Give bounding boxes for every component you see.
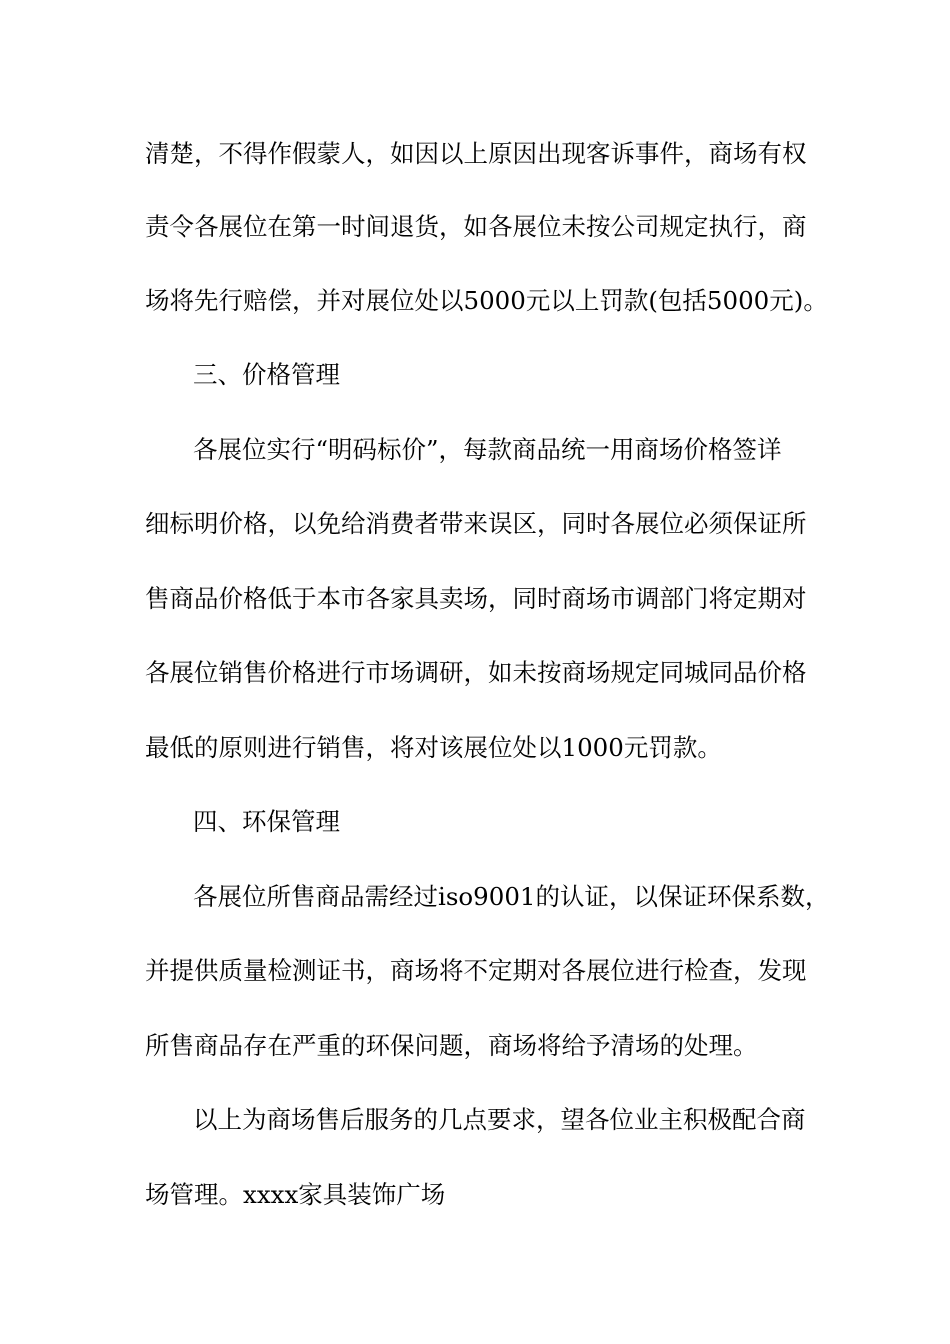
- section-heading-environment: 四、环保管理: [193, 807, 340, 836]
- paragraph-line: 所售商品存在严重的环保问题，商场将给予清场的处理。: [145, 1031, 758, 1060]
- paragraph-line: 并提供质量检测证书，商场将不定期对各展位进行检查，发现: [145, 956, 807, 985]
- paragraph-line: 各展位所售商品需经过iso9001的认证，以保证环保系数，: [193, 882, 830, 911]
- paragraph-line: 清楚，不得作假蒙人，如因以上原因出现客诉事件，商场有权: [145, 139, 807, 168]
- closing-signature-line: 场管理。xxxx家具装饰广场: [145, 1180, 446, 1209]
- paragraph-line: 场将先行赔偿，并对展位处以5000元以上罚款(包括5000元)。: [145, 286, 828, 315]
- paragraph-line: 售商品价格低于本市各家具卖场，同时商场市调部门将定期对: [145, 584, 807, 613]
- paragraph-line: 各展位销售价格进行市场调研，如未按商场规定同城同品价格: [145, 658, 807, 687]
- paragraph-line: 最低的原则进行销售，将对该展位处以1000元罚款。: [145, 733, 722, 762]
- paragraph-line: 以上为商场售后服务的几点要求，望各位业主积极配合商: [193, 1105, 806, 1134]
- section-heading-price: 三、价格管理: [193, 360, 340, 389]
- paragraph-line: 各展位实行“明码标价”，每款商品统一用商场价格签详: [193, 435, 782, 464]
- paragraph-line: 责令各展位在第一时间退货，如各展位未按公司规定执行，商: [145, 212, 807, 241]
- paragraph-line: 细标明价格，以免给消费者带来误区，同时各展位必须保证所: [145, 509, 807, 538]
